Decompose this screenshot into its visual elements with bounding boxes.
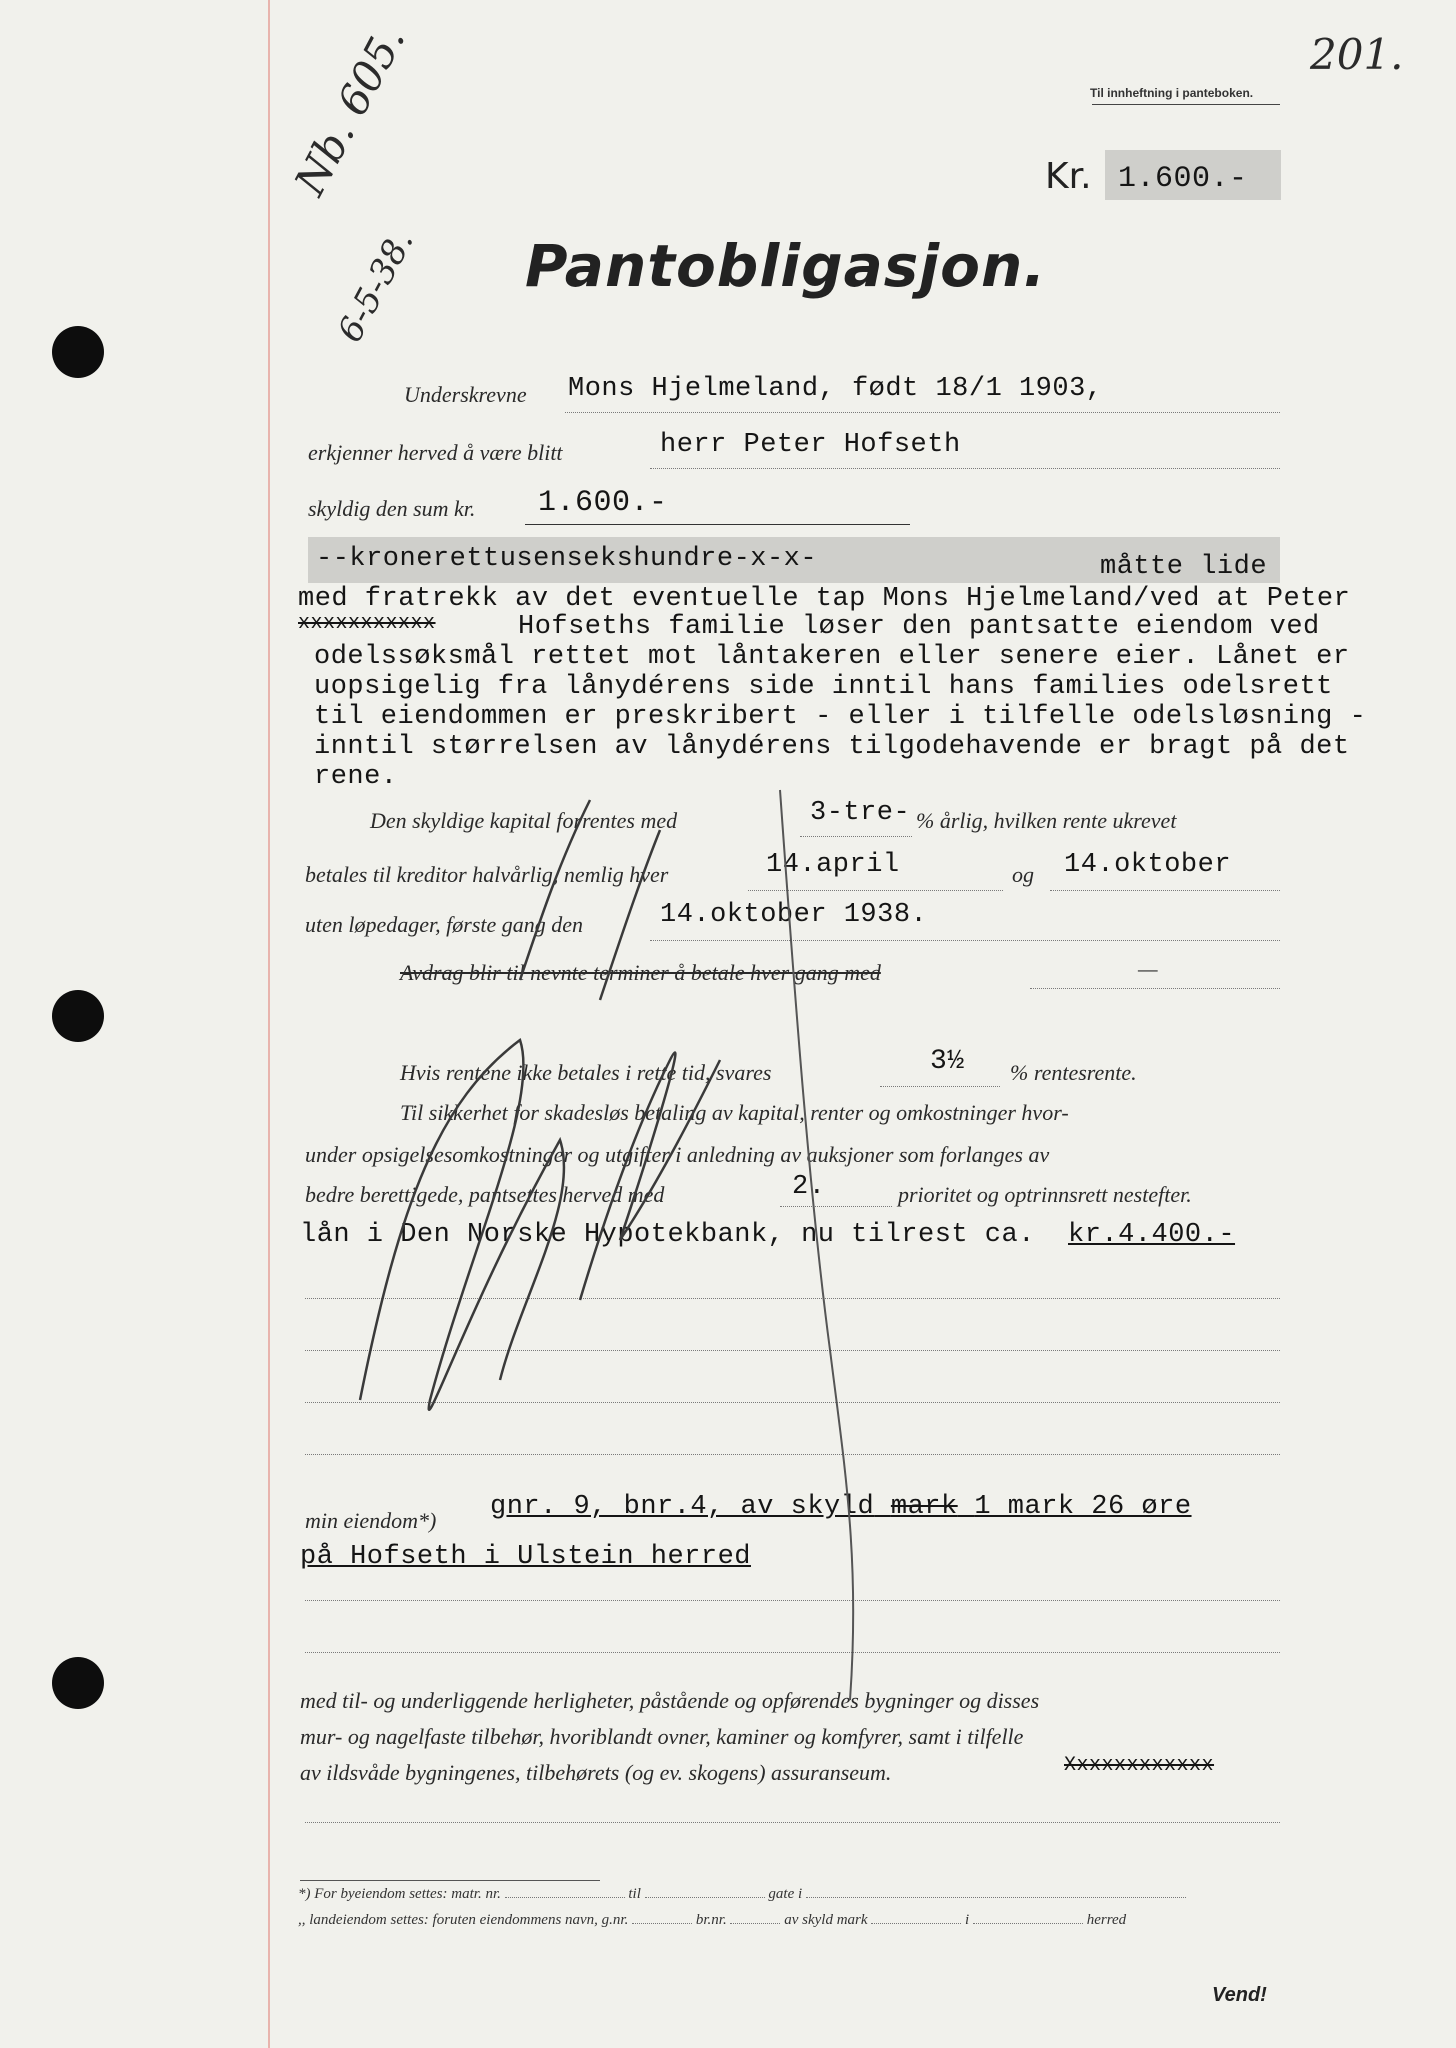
signature-icon xyxy=(520,800,660,1000)
matte-lide: måtte lide xyxy=(1100,552,1268,582)
rente-value: 3-tre- xyxy=(810,798,911,828)
closing-line: mur- og nagelfaste tilbehør, hvoriblandt ovner, kaminer og komfyrer, samt i tilfelle xyxy=(300,1724,1024,1749)
first-payment-date: 14.oktober 1938. xyxy=(660,900,928,930)
avdrag-dash: — xyxy=(1138,956,1158,981)
typed-line: inntil størrelsen av lånydérens tilgodehavende er bragt på det xyxy=(314,732,1350,762)
rente-label: Den skyldige kapital forrentes med xyxy=(370,808,678,833)
eiendom-value-2: 1 mark 26 øre xyxy=(974,1492,1192,1522)
skyldig-value: 1.600.- xyxy=(538,486,668,520)
closing-line: med til- og underliggende herligheter, påstående og opførendes bygninger og disses xyxy=(300,1688,1040,1713)
page-number: 201. xyxy=(1310,30,1404,79)
footnote-2b: br.nr. xyxy=(695,1912,727,1928)
skyldig-label: skyldig den sum kr. xyxy=(308,496,476,521)
og-label: og xyxy=(1012,862,1034,887)
turn-over-note: Vend! xyxy=(1212,1984,1267,2006)
hvis-suffix: % rentesrente. xyxy=(1010,1060,1137,1085)
typed-line: til eiendommen er preskribert - eller i tilfelle odelsløsning - xyxy=(314,702,1367,732)
second-term-date: 14.oktober xyxy=(1064,850,1232,880)
footnote-1c: gate i xyxy=(768,1886,803,1902)
registration-number: Nb. 605. xyxy=(285,17,415,204)
sikkerhet-line: under opsigelsesomkostninger og utgifter i anledning av auksjoner som forlanges av xyxy=(305,1142,1050,1167)
footnote-2c: av skyld mark xyxy=(784,1912,868,1928)
struck-word: xxxxxxxxxxx xyxy=(298,612,436,635)
first-term-date: 14.april xyxy=(766,850,900,880)
betales-label: betales til kreditor halvårlig, nemlig hver xyxy=(305,862,669,887)
footnote-2a: ,, landeiendom settes: foruten eiendommens navn, g.nr. xyxy=(298,1912,629,1928)
signature-icon xyxy=(360,1040,564,1410)
closing-line: av ildsvåde bygningenes, tilbehørets (og ev. skogens) assuranseum. xyxy=(300,1760,892,1785)
eiendom-label: min eiendom*) xyxy=(305,1508,437,1533)
lan-line: lån i Den Norske Hypotekbank, nu tilrest ca. xyxy=(300,1220,1035,1250)
typed-line: Hofseths familie løser den pantsatte eiendom ved xyxy=(518,612,1320,642)
underskrevne-label: Underskrevne xyxy=(404,382,527,407)
footnote-1b: til xyxy=(628,1886,641,1902)
lan-amount: kr.4.400.- xyxy=(1068,1220,1236,1250)
hvis-value: 3½ xyxy=(930,1046,965,1077)
amount-in-words: --kronerettusensekshundre-x-x- xyxy=(316,544,818,574)
eiendom-struck: mark xyxy=(890,1492,958,1522)
closing-struck: Xxxxxxxxxxxx xyxy=(1064,1754,1215,1777)
pen-stroke xyxy=(780,790,853,1700)
sikkerhet-line: Til sikkerhet for skadesløs betaling av kapital, renter og omkostninger hvor- xyxy=(400,1100,1069,1125)
erkjenner-value: herr Peter Hofseth xyxy=(660,430,961,460)
signature-icon xyxy=(580,1053,720,1300)
footnote-2d: i xyxy=(965,1912,970,1928)
hvis-label: Hvis rentene ikke betales i rette tid, svares xyxy=(400,1060,772,1085)
typed-line: uopsigelig fra lånydérens side inntil hans families odelsrett xyxy=(314,672,1333,702)
erkjenner-label: erkjenner herved å være blitt xyxy=(308,440,563,465)
binding-note: Til innheftning i panteboken. xyxy=(1090,86,1254,100)
registration-date: 6-5-38. xyxy=(330,223,422,349)
amount-value: 1.600.- xyxy=(1118,162,1248,196)
typed-line: odelssøksmål rettet mot låntakeren eller senere eier. Lånet er xyxy=(314,642,1350,672)
sikkerhet-line: bedre berettigede, pantsettes herved med xyxy=(305,1182,665,1207)
lopedager-label: uten løpedager, første gang den xyxy=(305,912,584,937)
footnote-1a: *) For byeiendom settes: matr. nr. xyxy=(298,1886,501,1902)
typed-line: med fratrekk av det eventuelle tap Mons Hjelmeland/ved at Peter xyxy=(298,584,1351,614)
underskrevne-value: Mons Hjelmeland, født 18/1 1903, xyxy=(568,374,1103,404)
rente-suffix: % årlig, hvilken rente ukrevet xyxy=(916,808,1177,833)
amount-label: Kr. xyxy=(1045,156,1092,197)
sikkerhet-line: prioritet og optrinnsrett nestefter. xyxy=(898,1182,1192,1207)
footnote-2e: herred xyxy=(1086,1912,1127,1928)
eiendom-value-1: gnr. 9, bnr.4, av skyld xyxy=(490,1492,875,1522)
priority-value: 2. xyxy=(792,1172,826,1202)
document-title: Pantobligasjon. xyxy=(525,232,1047,300)
typed-line: rene. xyxy=(314,762,398,792)
eiendom-location: på Hofseth i Ulstein herred xyxy=(300,1542,751,1572)
avdrag-line: Avdrag blir til nevnte terminer å betale hver gang med xyxy=(400,960,881,985)
